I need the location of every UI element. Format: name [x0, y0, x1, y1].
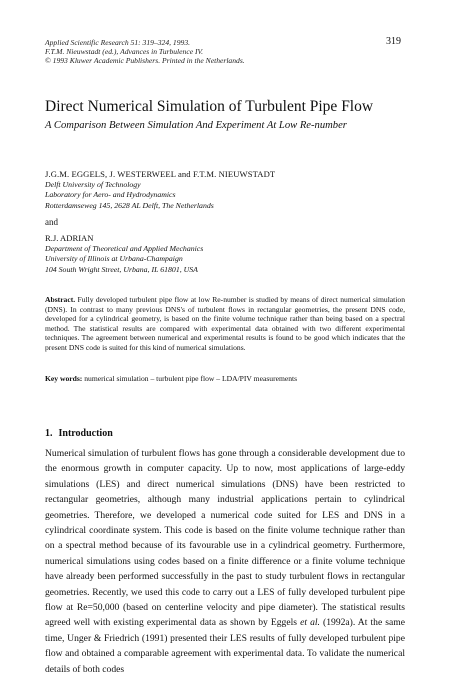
section-number: 1. — [45, 428, 53, 439]
body-text-part-1: Numerical simulation of turbulent flows has gone through a considerable development due to the enormous growth in computer capacity. Up to now, most applications of large-eddy simulations (LES) and direct numerical simulations (DNS) have been restricted to rectangular geometries, although many industrial applications pertain to cylindrical geometries. Therefore, we developed a numerical code suited for LES and DNS in a cylindrical coordinate system. This code is based on the finite volume technique rather than on a spectral method because of its favourable use in a cylindrical geometry. Furthermore, numerical simulations using codes based on a finite difference or a finite volume technique have already been performed successfully in the past to study turbulent flows in rectangular geometries. Recently, we used this code to carry out a LES of fully developed turbulent pipe flow at Re=50,000 (based on centerline velocity and pipe diameter). The statistical results agreed well with existing experimental data as shown by Eggels — [45, 448, 405, 629]
affiliation-2-line-1: Department of Theoretical and Applied Mechanics — [45, 244, 204, 253]
and-separator: and — [45, 217, 58, 227]
body-paragraph — [45, 446, 405, 677]
authors-group-2: R.J. ADRIAN — [45, 233, 94, 243]
keywords-text: numerical simulation – turbulent pipe flow – LDA/PIV measurements — [84, 374, 298, 383]
abstract-text: Fully developed turbulent pipe flow at low Re-number is studied by means of direct numerical simulation (DNS). In contrast to many previous DNS's of turbulent flows in rectangular geometries, the present DNS code, developed for a cylindrical geometry, is based on the finite volume technique rather than being based on a spectral method. The statistical results are compared with experimental data obtained with two different experimental techniques. The agreement between numerical and experimental results is found to be good which indicates that the present DNS code is suited for this kind of numerical simulations. — [45, 295, 405, 352]
section-title: Introduction — [58, 428, 113, 439]
affiliation-1 — [45, 180, 405, 211]
paper-title: Direct Numerical Simulation of Turbulent Pipe Flow — [45, 98, 374, 115]
body-etal: et al. — [300, 617, 320, 629]
affiliation-1-line-2: Laboratory for Aero- and Hydrodynamics — [45, 190, 176, 200]
paper-subtitle: A Comparison Between Simulation And Experiment At Low Re-number — [45, 120, 347, 131]
header-line-journal: Applied Scientific Research 51: 319–324, 1993. — [45, 38, 191, 47]
body-text-part-2: (1992a). At the same time, Unger & Friedrich (1991) presented their LES results of fully developed turbulent pipe flow and obtained a comparable agreement with experimental data. To validate the numerical details of both codes — [45, 617, 405, 675]
keywords — [45, 374, 405, 384]
header-line-copyright: © 1993 Kluwer Academic Publishers. Printed in the Netherlands. — [45, 56, 245, 65]
affiliation-2-line-2: University of Illinois at Urbana-Champaign — [45, 254, 183, 264]
header-line-editor: F.T.M. Nieuwstadt (ed.), Advances in Turbulence IV. — [45, 47, 204, 56]
journal-header — [45, 38, 345, 65]
page-number: 319 — [386, 36, 401, 47]
abstract — [45, 295, 405, 352]
authors-group-1: J.G.M. EGGELS, J. WESTERWEEL and F.T.M. NIEUWSTADT — [45, 169, 276, 179]
affiliation-1-line-3: Rotterdamseweg 145, 2628 AL Delft, The Netherlands — [45, 200, 214, 210]
section-heading — [45, 428, 113, 439]
affiliation-2 — [45, 244, 405, 275]
abstract-label: Abstract. — [45, 295, 76, 304]
affiliation-1-line-1: Delft University of Technology — [45, 180, 141, 189]
affiliation-2-line-3: 104 South Wright Street, Urbana, IL 61801, USA — [45, 264, 198, 274]
keywords-label: Key words: — [45, 374, 83, 383]
